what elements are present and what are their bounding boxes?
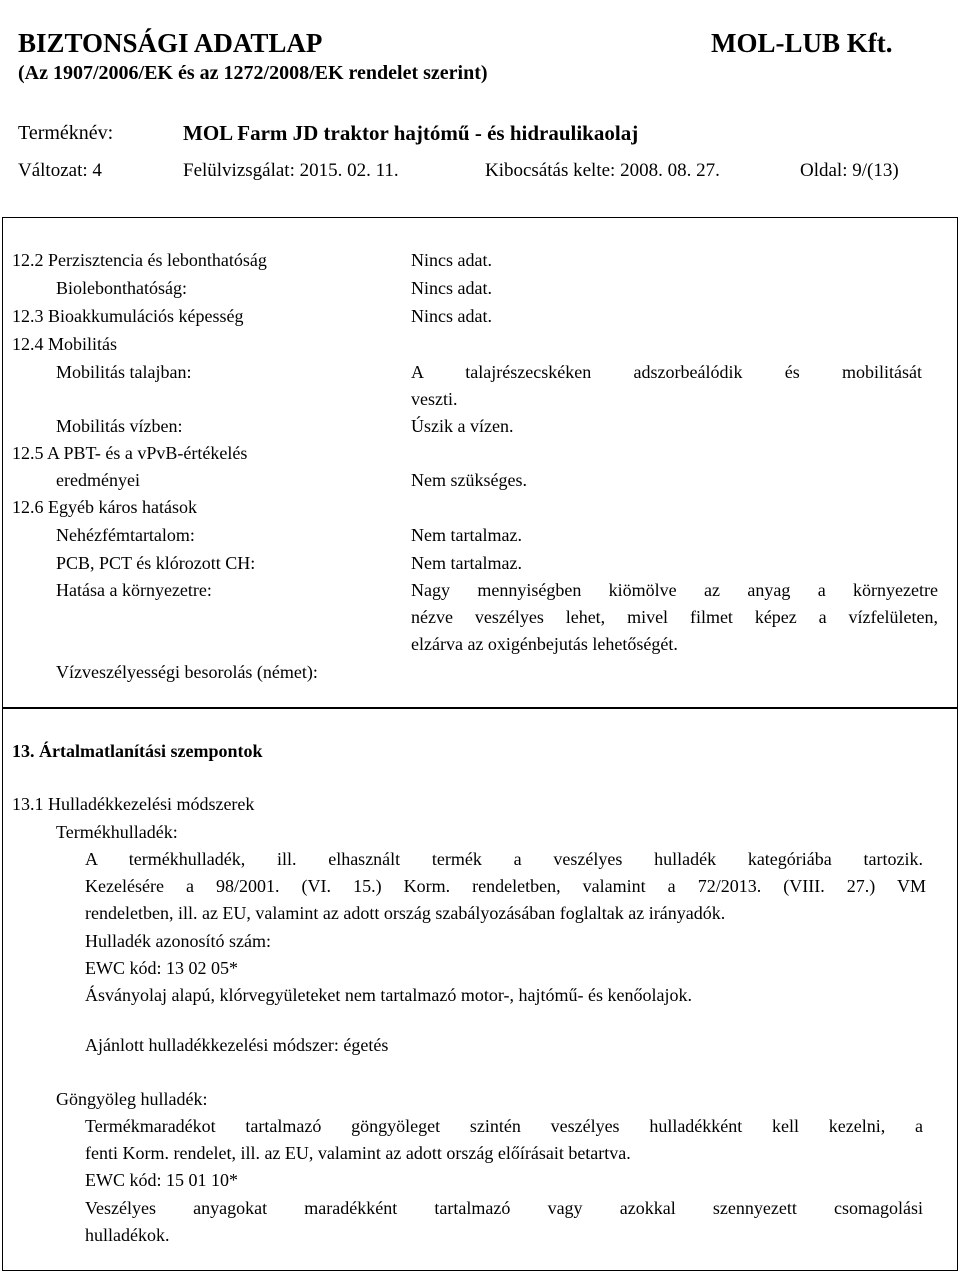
waste-methods-label: 13.1 Hulladékkezelési módszerek (12, 794, 255, 814)
heavy-metal-label: Nehézfémtartalom: (56, 525, 195, 545)
biodegradability-value: Nincs adat. (411, 278, 492, 298)
section-13-heading: 13. Ártalmatlanítási szempontok (12, 741, 263, 761)
packaging-waste-line1: Termékmaradékot tartalmazó göngyöleget szintén veszélyes hulladékként kell kezelni, a (85, 1116, 923, 1136)
bioaccumulation-label: 12.3 Bioakkumulációs képesség (12, 306, 244, 326)
water-mobility-value: Úszik a vízen. (411, 416, 514, 436)
soil-mobility-label: Mobilitás talajban: (56, 362, 192, 382)
water-hazard-class-label: Vízveszélyességi besorolás (német): (56, 662, 318, 682)
persistence-value: Nincs adat. (411, 250, 492, 270)
product-waste-line3: rendeletben, ill. az EU, valamint az adott ország szabályozásában foglaltak az irányadók. (85, 903, 726, 923)
persistence-label: 12.2 Perzisztencia és lebonthatóság (12, 250, 267, 270)
environment-effect-label: Hatása a környezetre: (56, 580, 212, 600)
biodegradability-label: Biolebonthatóság: (56, 278, 187, 298)
issue-date: Kibocsátás kelte: 2008. 08. 27. (485, 160, 720, 181)
page-number: Oldal: 9/(13) (800, 160, 899, 181)
version: Változat: 4 (18, 160, 102, 181)
product-waste-label: Termékhulladék: (56, 822, 178, 842)
ewc-code-1: EWC kód: 13 02 05* (85, 958, 238, 978)
packaging-waste-line4: hulladékok. (85, 1225, 170, 1245)
pbt-label-line1: 12.5 A PBT- és a vPvB-értékelés (12, 443, 248, 463)
recommended-method: Ajánlott hulladékkezelési módszer: égetés (85, 1035, 389, 1055)
water-mobility-label: Mobilitás vízben: (56, 416, 183, 436)
bioaccumulation-value: Nincs adat. (411, 306, 492, 326)
ewc-code-2: EWC kód: 15 01 10* (85, 1170, 238, 1190)
other-effects-label: 12.6 Egyéb káros hatások (12, 497, 197, 517)
revision-date: Felülvizsgálat: 2015. 02. 11. (183, 160, 399, 181)
soil-mobility-value-line2: veszti. (411, 389, 458, 409)
product-waste-line2: Kezelésére a 98/2001. (VI. 15.) Korm. rendeletben, valamint a 72/2013. (VIII. 27.) VM (85, 876, 926, 896)
product-name: MOL Farm JD traktor hajtómű - és hidraulikaolaj (183, 121, 639, 145)
packaging-waste-line3: Veszélyes anyagokat maradékként tartalmazó vagy azokkal szennyezett csomagolási (85, 1198, 923, 1218)
pbt-value: Nem szükséges. (411, 470, 527, 490)
heavy-metal-value: Nem tartalmaz. (411, 525, 522, 545)
document-title: BIZTONSÁGI ADATLAP (18, 28, 323, 58)
product-label: Terméknév: (18, 122, 114, 144)
packaging-waste-label: Göngyöleg hulladék: (56, 1089, 208, 1109)
mobility-label: 12.4 Mobilitás (12, 334, 118, 354)
waste-id-label: Hulladék azonosító szám: (85, 931, 271, 951)
pcb-label: PCB, PCT és klórozott CH: (56, 553, 256, 573)
regulation-note: (Az 1907/2006/EK és az 1272/2008/EK rendelet szerint) (18, 62, 488, 84)
product-waste-line1: A termékhulladék, ill. elhasznált termék a veszélyes hulladék kategóriába tartozik. (85, 849, 923, 869)
pbt-label-line2: eredményei (56, 470, 140, 490)
environment-effect-line1: Nagy mennyiségben kiömölve az anyag a környezetre (411, 580, 938, 600)
environment-effect-line3: elzárva az oxigénbejutás lehetőségét. (411, 634, 678, 654)
environment-effect-line2: nézve veszélyes lehet, mivel filmet képez a vízfelületen, (411, 607, 938, 627)
company-name: MOL-LUB Kft. (711, 28, 893, 58)
packaging-waste-line2: fenti Korm. rendelet, ill. az EU, valamint az adott ország előírásait betartva. (85, 1143, 631, 1163)
pcb-value: Nem tartalmaz. (411, 553, 522, 573)
ewc-code-1-description: Ásványolaj alapú, klórvegyületeket nem tartalmazó motor-, hajtómű- és kenőolajok. (85, 985, 692, 1005)
soil-mobility-value-line1: A talajrészecskéken adszorbeálódik és mobilitását (411, 362, 922, 382)
